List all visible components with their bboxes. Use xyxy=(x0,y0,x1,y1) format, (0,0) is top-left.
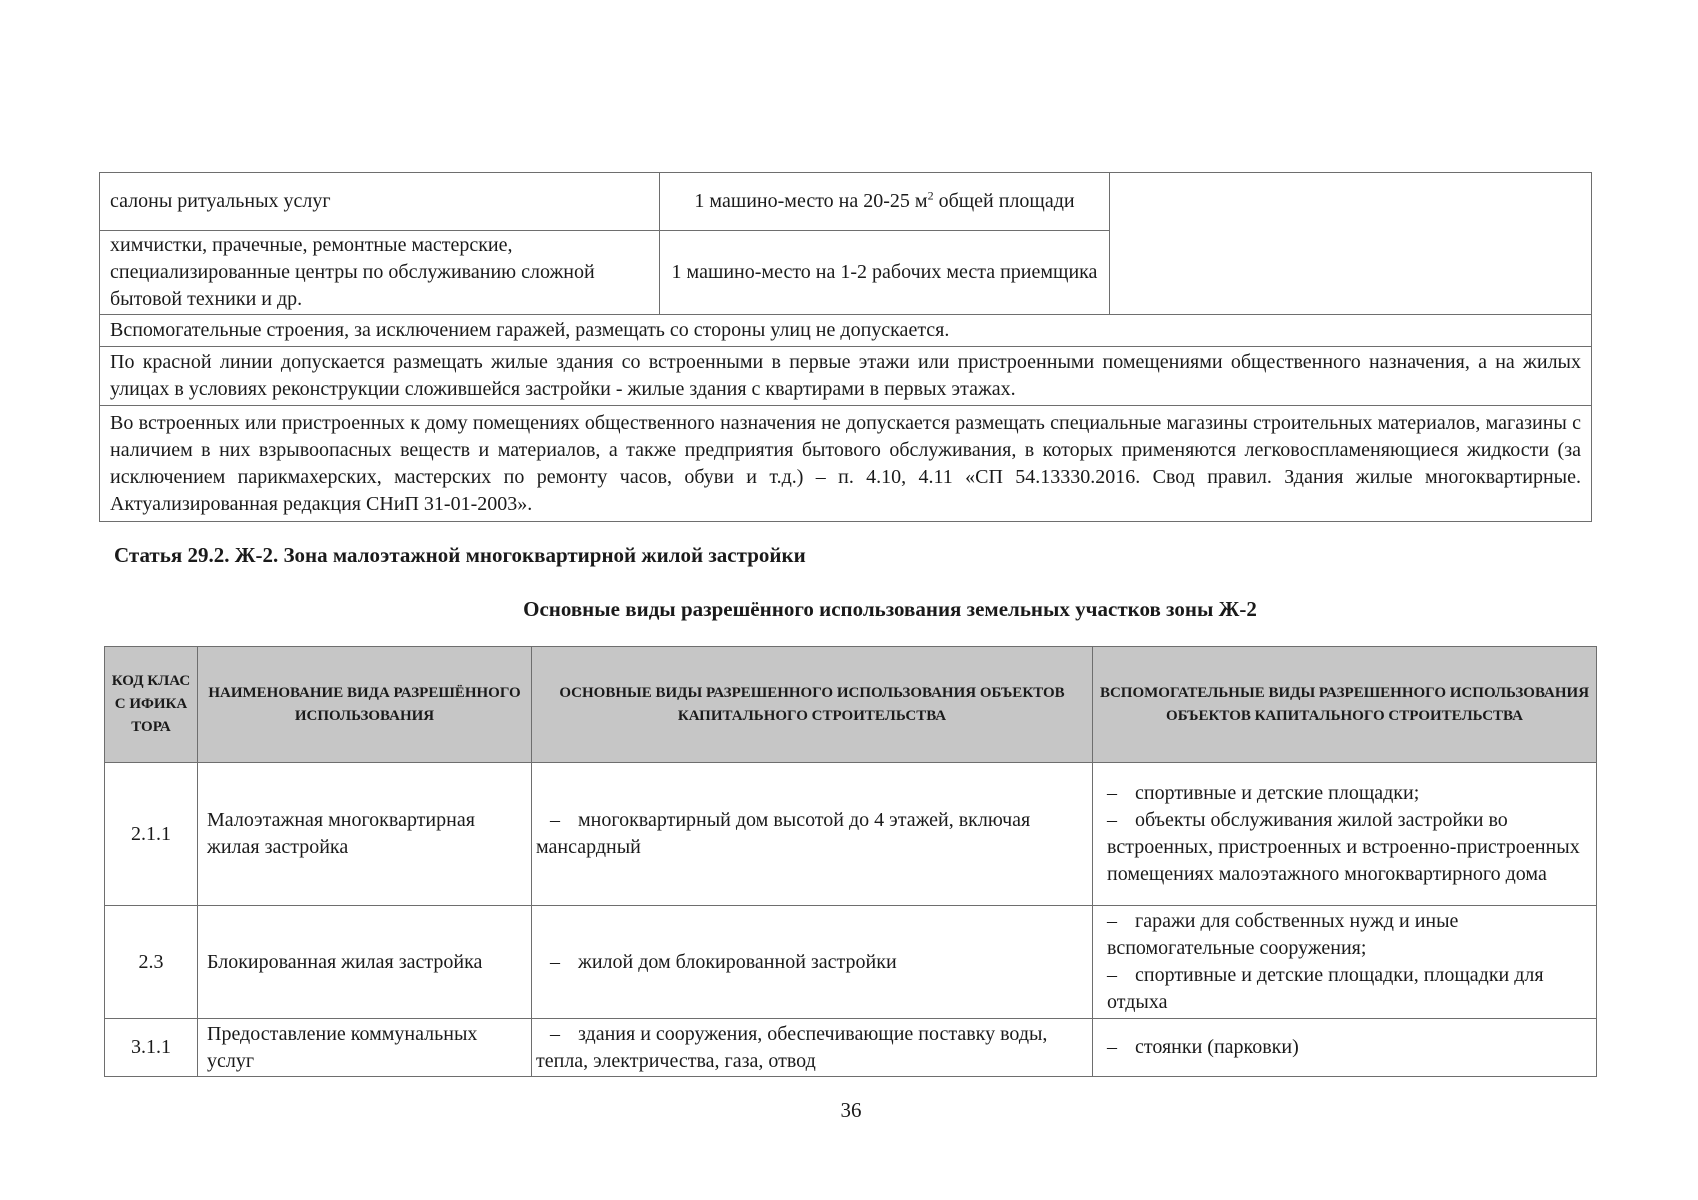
page-number: 36 xyxy=(840,1098,862,1122)
dash-bullet: – xyxy=(1107,964,1117,986)
table-row xyxy=(100,173,1592,231)
code-cell: 2.1.1 xyxy=(105,763,198,906)
column-header-name: НАИМЕНОВАНИЕ ВИДА РАЗРЕШЁННОГО ИСПОЛЬЗОВАНИЯ xyxy=(198,647,532,763)
column-header-code: КОД КЛАСС ИФИКАТОРА xyxy=(105,647,198,763)
use-name-cell: Блокированная жилая застройка xyxy=(198,906,532,1019)
parking-norms-table-continuation xyxy=(99,172,1592,522)
dash-bullet: – xyxy=(550,809,560,831)
aux-uses-cell xyxy=(1093,1019,1597,1077)
dash-bullet: – xyxy=(1107,1036,1117,1058)
list-item: – стоянки (парковки) xyxy=(1107,1034,1582,1061)
aux-uses-cell xyxy=(1093,763,1597,906)
object-type-cell: химчистки, прачечные, ремонтные мастерские, специализированные центры по обслуживанию сложной бытовой техники и др. xyxy=(100,231,660,315)
parking-norm-cell: 1 машино-место на 1-2 рабочих места приемщика xyxy=(660,231,1110,315)
column-header-aux-uses: ВСПОМОГАТЕЛЬНЫЕ ВИДЫ РАЗРЕШЕННОГО ИСПОЛЬЗОВАНИЯ ОБЪЕКТОВ КАПИТАЛЬНОГО СТРОИТЕЛЬСТВА xyxy=(1093,647,1597,763)
main-uses-cell: – здания и сооружения, обеспечивающие поставку воды, тепла, электричества, газа, отвод xyxy=(532,1019,1093,1077)
list-item: – спортивные и детские площадки, площадки для отдыха xyxy=(1107,964,1544,1013)
note-cell: Вспомогательные строения, за исключением гаражей, размещать со стороны улиц не допускается. xyxy=(100,315,1592,347)
table-row xyxy=(105,906,1597,1019)
dash-bullet: – xyxy=(550,950,560,973)
note-cell: По красной линии допускается размещать жилые здания со встроенными в первые этажи или пристроенными помещениями общественного назначения, а на жилых улицах в условиях реконструкции сложившейся застройки - жилые здания с квартирами в первых этажах. xyxy=(100,347,1592,406)
table-row xyxy=(100,406,1592,522)
table-row xyxy=(100,347,1592,406)
main-uses-cell: – многоквартирный дом высотой до 4 этажей, включая мансардный xyxy=(532,763,1093,906)
list-item: – спортивные и детские площадки; xyxy=(1107,780,1582,807)
table-row xyxy=(105,1019,1597,1077)
parking-norm-cell: 1 машино-место на 20-25 $м^2$ общей площади xyxy=(660,173,1110,231)
code-cell: 3.1.1 xyxy=(105,1019,198,1077)
permitted-uses-table xyxy=(104,646,1597,1077)
table-header-row xyxy=(105,647,1597,763)
dash-bullet: – xyxy=(1107,910,1117,932)
aux-uses-cell xyxy=(1093,906,1597,1019)
table-row xyxy=(105,763,1597,906)
column-header-main-uses: ОСНОВНЫЕ ВИДЫ РАЗРЕШЕННОГО ИСПОЛЬЗОВАНИЯ ОБЪЕКТОВ КАПИТАЛЬНОГО СТРОИТЕЛЬСТВА xyxy=(532,647,1093,763)
dash-bullet: – xyxy=(1107,809,1117,831)
list-item: – объекты обслуживания жилой застройки во встроенных, пристроенных и встроенно-пристроенных помещениях малоэтажного многоквартирного дома xyxy=(1107,809,1580,885)
object-type-cell: салоны ритуальных услуг xyxy=(100,173,660,231)
dash-bullet: – xyxy=(550,1022,560,1045)
table-caption: Основные виды разрешённого использования земельных участков зоны Ж-2 xyxy=(523,597,1257,621)
use-name-cell: Предоставление коммунальных услуг xyxy=(198,1019,532,1077)
use-name-cell: Малоэтажная многоквартирная жилая застройка xyxy=(198,763,532,906)
dash-bullet: – xyxy=(1107,782,1117,804)
empty-cell xyxy=(1110,173,1592,315)
table-row xyxy=(100,315,1592,347)
superscript: 2 xyxy=(927,188,934,203)
main-uses-cell: – жилой дом блокированной застройки xyxy=(532,906,1093,1019)
code-cell: 2.3 xyxy=(105,906,198,1019)
note-cell: Во встроенных или пристроенных к дому помещениях общественного назначения не допускается размещать специальные магазины строительных материалов, магазины с наличием в них взрывоопасных веществ и материалов, а также предприятия бытового обслуживания, в которых применяются легковоспламеняющиеся жидкости (за исключением парикмахерских, мастерских по ремонту часов, обуви и т.д.) – п. 4.10, 4.11 «СП 54.13330.2016. Свод правил. Здания жилые многоквартирные. Актуализированная редакция СНиП 31-01-2003». xyxy=(100,406,1592,522)
article-heading: Статья 29.2. Ж-2. Зона малоэтажной многоквартирной жилой застройки xyxy=(114,543,806,567)
list-item: – гаражи для собственных нужд и иные вспомогательные сооружения; xyxy=(1107,910,1459,959)
